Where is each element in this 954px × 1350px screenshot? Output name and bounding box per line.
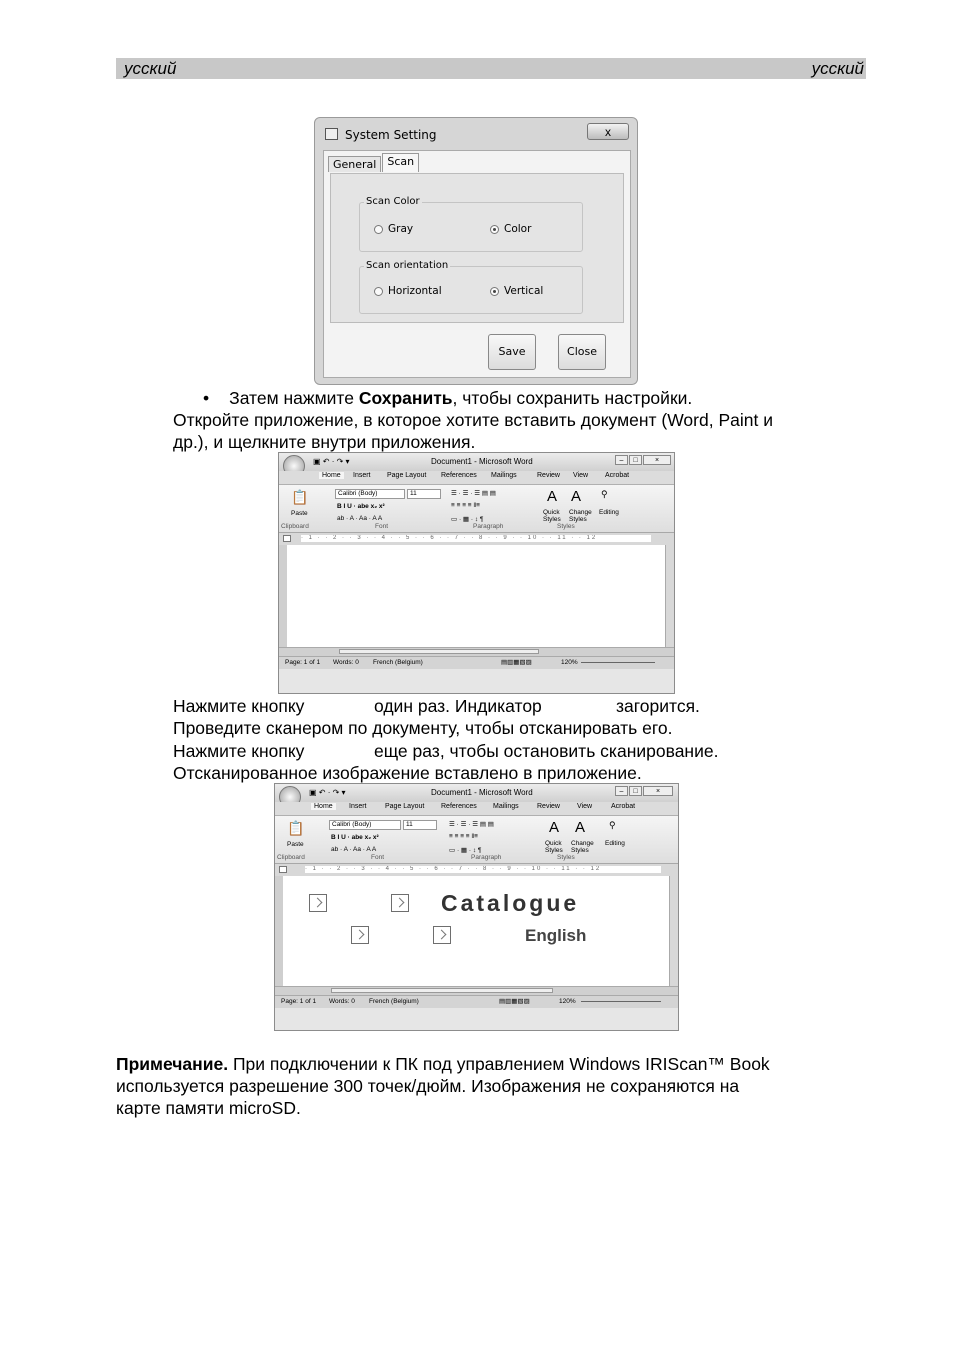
ribbon-tab-mailings[interactable]: Mailings — [491, 472, 517, 479]
group-font: Font — [375, 523, 389, 530]
ribbon-tab-acrobat[interactable]: Acrobat — [611, 803, 636, 810]
group-styles: Styles — [557, 854, 575, 861]
close-button[interactable]: Close — [558, 334, 606, 370]
bullet-marker: • — [203, 388, 210, 408]
ribbon-tab-view[interactable]: View — [577, 803, 593, 810]
note-text-1: При подключении к ПК под управлением Windows IRIScan™ Book — [228, 1054, 770, 1074]
list-icons[interactable]: ☰ · ☰ · ☰ ▤ ▤ — [451, 490, 496, 497]
tab-selector-icon[interactable] — [283, 535, 291, 542]
save-button[interactable]: Save — [488, 334, 536, 370]
dialog-close-button[interactable]: x — [587, 123, 629, 140]
radio-color[interactable] — [490, 223, 531, 235]
status-zoom: 120% — [559, 998, 576, 1005]
ribbon-tab-references[interactable]: References — [441, 803, 477, 810]
note-line3: карте памяти microSD. — [116, 1098, 301, 1118]
step-save-pre: Затем нажмите — [229, 388, 359, 408]
editing-label: Editing — [599, 509, 619, 516]
scan-orientation-group — [359, 260, 583, 314]
binoculars-icon[interactable]: ⚲ — [601, 489, 608, 499]
note-bold-label: Примечание. — [116, 1054, 229, 1074]
format-buttons-icons[interactable]: B I U · abe x₂ x² — [331, 834, 379, 841]
word2-title: Document1 - Microsoft Word — [431, 788, 533, 797]
change-styles-icon[interactable]: A — [571, 488, 582, 505]
tab-general[interactable]: General — [328, 156, 381, 172]
scan-orientation-label: Scan orientation — [366, 260, 449, 271]
word1-status-bar — [279, 656, 674, 669]
tab-strip — [328, 153, 419, 172]
group-clipboard: Clipboard — [281, 523, 309, 530]
status-page: Page: 1 of 1 — [285, 659, 321, 666]
qat-icons: ▣ ↶ · ↷ ▾ — [309, 788, 346, 797]
note-line2: используется разрешение 300 точек/дюйм. Изображения не сохраняются на — [116, 1076, 740, 1096]
word2-status-bar — [275, 995, 678, 1008]
horizontal-ruler — [275, 864, 678, 876]
status-words: Words: 0 — [329, 998, 355, 1005]
radio-horizontal[interactable] — [374, 285, 442, 297]
ribbon-tab-review[interactable]: Review — [537, 472, 560, 479]
horizontal-ruler — [279, 533, 674, 545]
word1-titlebar — [279, 453, 674, 471]
radio-gray-label: Gray — [388, 223, 414, 235]
header-left-text: усский — [124, 59, 177, 78]
change-styles-label: Change Styles — [569, 509, 592, 523]
horizontal-scrollbar[interactable] — [275, 986, 678, 995]
ruler-scale: · 1 · · 2 · · 3 · · 4 · · 5 · · 6 · · 7 · · 8 · · 9 · · 10 · · 11 · · 12 — [305, 866, 661, 873]
list-icons[interactable]: ☰ · ☰ · ☰ ▤ ▤ — [449, 821, 494, 828]
change-styles-label: Change Styles — [571, 840, 594, 854]
format-buttons-icons[interactable]: B I U · abe x₂ x² — [337, 503, 385, 510]
radio-horizontal-label: Horizontal — [388, 285, 442, 297]
quick-styles-label: Quick Styles — [545, 840, 563, 854]
radio-vertical-indicator[interactable] — [490, 287, 499, 296]
tab-scan[interactable]: Scan — [382, 153, 419, 172]
font-name-box[interactable]: Calibri (Body) — [329, 820, 401, 830]
minimize-icon[interactable]: – — [615, 786, 628, 796]
word1-document-area[interactable] — [279, 545, 674, 647]
step-save-line — [203, 387, 692, 409]
font-name-box[interactable]: Calibri (Body) — [335, 489, 405, 499]
radio-horizontal-indicator[interactable] — [374, 287, 383, 296]
page-header — [116, 58, 866, 79]
step3-a: Нажмите кнопку — [173, 741, 305, 761]
dialog-title: System Setting — [345, 128, 437, 142]
close-icon[interactable]: × — [643, 786, 673, 796]
font-size-box[interactable]: 11 — [407, 489, 441, 499]
scroll-thumb[interactable] — [339, 649, 539, 654]
status-words: Words: 0 — [333, 659, 359, 666]
ribbon-tab-view[interactable]: View — [573, 472, 589, 479]
doc-subtitle-english: English — [525, 926, 587, 945]
step1-b: один раз. Индикатор — [374, 696, 542, 716]
word1-ribbon-tabs — [279, 471, 674, 485]
align-icons[interactable]: ≡ ≡ ≡ ≡ ‖≡ — [449, 833, 478, 840]
binoculars-icon[interactable]: ⚲ — [609, 820, 616, 830]
color-buttons-icons[interactable]: ab · A · Aa · A A — [331, 846, 377, 853]
quick-styles-icon[interactable]: A — [547, 488, 558, 505]
word-window-2 — [274, 783, 679, 1031]
note-line1 — [116, 1053, 770, 1075]
status-language: French (Belgium) — [369, 998, 419, 1005]
zoom-slider[interactable] — [581, 662, 655, 663]
shading-icons[interactable]: ▭ · ▦ · ↕ ¶ — [449, 847, 482, 854]
group-font: Font — [371, 854, 385, 861]
radio-gray[interactable] — [374, 223, 413, 235]
para1-line1: Откройте приложение, в которое хотите вставить документ (Word, Paint и — [173, 410, 773, 430]
ribbon-tab-page-layout[interactable]: Page Layout — [385, 803, 425, 810]
paste-icon[interactable]: 📋 — [287, 820, 305, 836]
ribbon-tab-insert[interactable]: Insert — [349, 803, 367, 810]
step-save-post: , чтобы сохранить настройки. — [452, 388, 693, 408]
ribbon-tab-home[interactable]: Home — [319, 472, 344, 479]
zoom-slider[interactable] — [581, 1001, 661, 1002]
step-save-bold: Сохранить — [358, 388, 453, 408]
step3-b: еще раз, чтобы остановить сканирование. — [374, 741, 719, 761]
word2-ribbon — [275, 816, 678, 864]
group-paragraph: Paragraph — [471, 854, 502, 861]
step1-c: загорится. — [616, 696, 700, 716]
scan-color-label: Scan Color — [366, 196, 420, 207]
vertical-scrollbar[interactable] — [665, 545, 674, 647]
ribbon-tab-review[interactable]: Review — [537, 803, 560, 810]
header-right-text: усский — [811, 59, 864, 78]
change-styles-icon[interactable]: A — [575, 819, 586, 836]
close-icon[interactable]: × — [643, 455, 671, 465]
ruler-scale: · 1 · · 2 · · 3 · · 4 · · 5 · · 6 · · 7 · · 8 · · 9 · · 10 · · 11 · · 12 — [301, 535, 651, 542]
scroll-thumb[interactable] — [331, 988, 553, 993]
color-buttons-icons[interactable]: ab · A · Aa · A A — [337, 515, 383, 522]
paste-label: Paste — [287, 841, 304, 848]
group-paragraph: Paragraph — [473, 523, 504, 530]
view-buttons-icons[interactable]: ▤▥▦▧▨ — [499, 998, 530, 1005]
ribbon-tab-page-layout[interactable]: Page Layout — [387, 472, 427, 479]
ribbon-tab-acrobat[interactable]: Acrobat — [605, 472, 630, 479]
status-page: Page: 1 of 1 — [281, 998, 317, 1005]
radio-vertical-label: Vertical — [504, 285, 544, 297]
maximize-icon[interactable]: □ — [629, 455, 642, 465]
qat-icons: ▣ ↶ · ↷ ▾ — [313, 457, 350, 466]
chevron-icon — [351, 926, 369, 944]
scan-panel — [330, 173, 624, 323]
maximize-icon[interactable]: □ — [629, 786, 642, 796]
minimize-icon[interactable]: – — [615, 455, 628, 465]
word2-titlebar — [275, 784, 678, 802]
align-icons[interactable]: ≡ ≡ ≡ ≡ ‖≡ — [451, 502, 480, 509]
radio-color-indicator[interactable] — [490, 225, 499, 234]
paste-icon[interactable]: 📋 — [291, 489, 309, 505]
status-language: French (Belgium) — [373, 659, 423, 666]
step2: Проведите сканером по документу, чтобы отсканировать его. — [173, 718, 673, 738]
ribbon-tab-insert[interactable]: Insert — [353, 472, 371, 479]
word-window-1 — [278, 452, 675, 694]
ribbon-tab-references[interactable]: References — [441, 472, 477, 479]
word2-ribbon-tabs — [275, 802, 678, 816]
tab-selector-icon[interactable] — [279, 866, 287, 873]
radio-gray-indicator[interactable] — [374, 225, 383, 234]
dialog-body — [323, 150, 631, 378]
word1-title: Document1 - Microsoft Word — [431, 457, 533, 466]
system-setting-dialog — [314, 117, 638, 385]
scan-color-group — [359, 196, 583, 252]
horizontal-scrollbar[interactable] — [279, 647, 674, 656]
word2-document-area[interactable] — [275, 876, 678, 986]
vertical-ruler — [275, 876, 283, 986]
step4: Отсканированное изображение вставлено в приложение. — [173, 763, 642, 783]
group-styles: Styles — [557, 523, 575, 530]
doc-title-catalogue: Catalogue — [441, 890, 580, 916]
ribbon-tab-home[interactable]: Home — [311, 803, 336, 810]
word1-ribbon — [279, 485, 674, 533]
step1-a: Нажмите кнопку — [173, 696, 305, 716]
quick-styles-label: Quick Styles — [543, 509, 561, 523]
ribbon-tab-mailings[interactable]: Mailings — [493, 803, 519, 810]
vertical-scrollbar[interactable] — [669, 876, 678, 986]
radio-color-label: Color — [504, 223, 532, 235]
window-icon — [325, 128, 338, 140]
para1-line2: др.), и щелкните внутри приложения. — [173, 432, 476, 452]
shading-icons[interactable]: ▭ · ▦ · ↕ ¶ — [451, 516, 484, 523]
quick-styles-icon[interactable]: A — [549, 819, 560, 836]
radio-vertical[interactable] — [490, 285, 543, 297]
view-buttons-icons[interactable]: ▤▥▦▧▨ — [501, 659, 532, 666]
vertical-ruler — [279, 545, 287, 647]
editing-label: Editing — [605, 840, 625, 847]
group-clipboard: Clipboard — [277, 854, 305, 861]
paste-label: Paste — [291, 510, 308, 517]
chevron-icon — [309, 894, 327, 912]
font-size-box[interactable]: 11 — [403, 820, 437, 830]
chevron-icon — [433, 926, 451, 944]
status-zoom: 120% — [561, 659, 578, 666]
chevron-icon — [391, 894, 409, 912]
